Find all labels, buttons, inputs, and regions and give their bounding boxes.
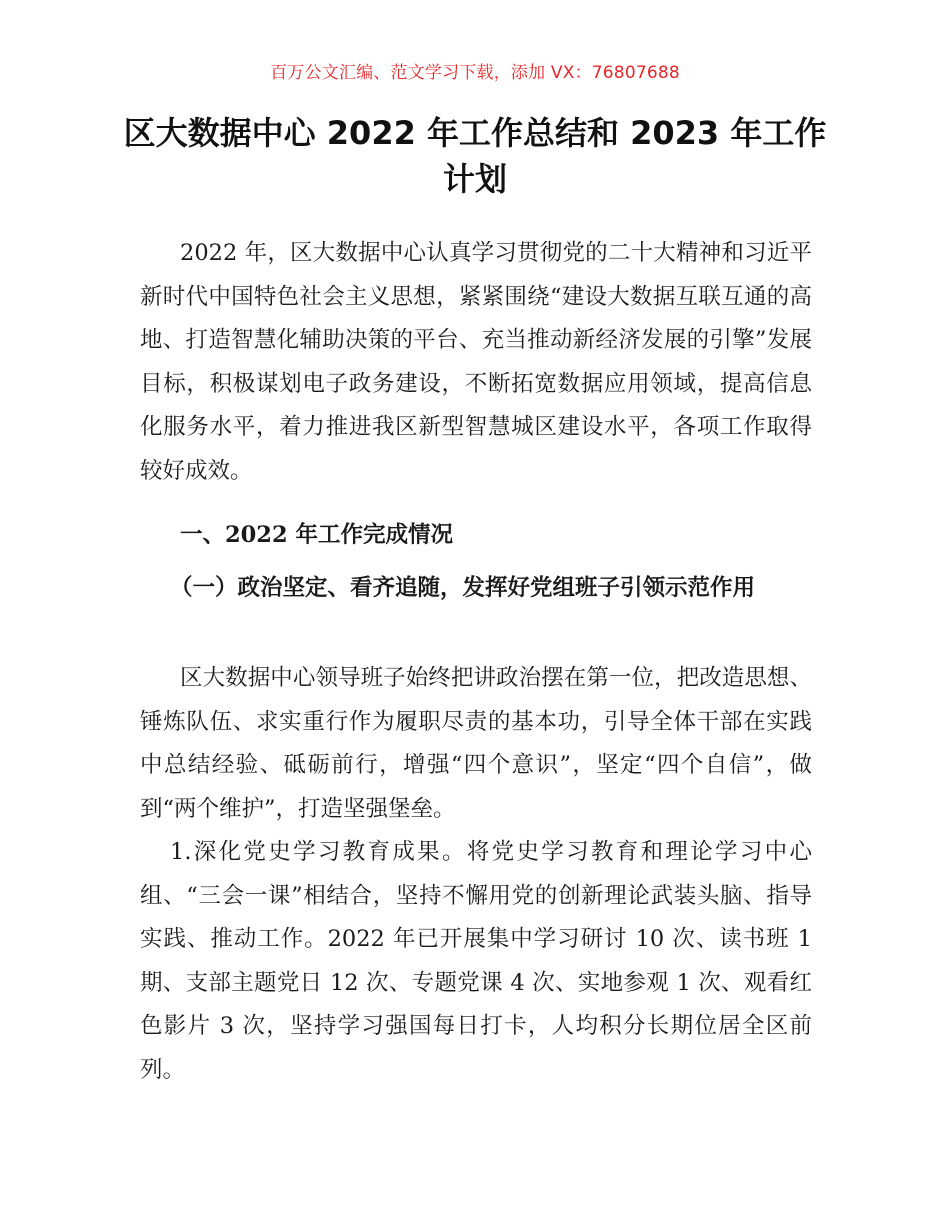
subsection-heading: （一）政治坚定、看齐追随，发挥好党组班子引领示范作用 (170, 575, 756, 601)
header-watermark-note: 百万公文汇编、范文学习下载，添加 VX：76807688 (270, 63, 680, 83)
list-item-paragraph: 1.深化党史学习教育成果。将党史学习教育和理论学习中心组、“三会一课”相结合，坚持不懈用党的创新理论武装头脑、指导实践、推动工作。2022 年已开展集中学习研讨 10 次、读书班 1 期、支部主题党日 12 次、专题党课 4 次、实地参观 1 次、观看红色影片 3 次，坚持学习强国每日打卡，人均积分长期位居全区前列。 (140, 839, 812, 1083)
intro-paragraph: 2022 年，区大数据中心认真学习贯彻党的二十大精神和习近平新时代中国特色社会主义思想，紧紧围绕“建设大数据互联互通的高地、打造智慧化辅助决策的平台、充当推动新经济发展的引擎”发展目标，积极谋划电子政务建设，不断拓宽数据应用领域，提高信息化服务水平，着力推进我区新型智慧城区建设水平，各项工作取得较好成效。 (140, 240, 812, 484)
subsection-paragraph: 区大数据中心领导班子始终把讲政治摆在第一位，把改造思想、锤炼队伍、求实重行作为履职尽责的基本功，引导全体干部在实践中总结经验、砥砺前行，增强“四个意识”，坚定“四个自信”，做到“两个维护”，打造坚强堡垒。 (140, 665, 812, 822)
section-heading: 一、2022 年工作完成情况 (180, 522, 453, 548)
document-title: 区大数据中心 2022 年工作总结和 2023 年工作计划 (123, 114, 827, 198)
